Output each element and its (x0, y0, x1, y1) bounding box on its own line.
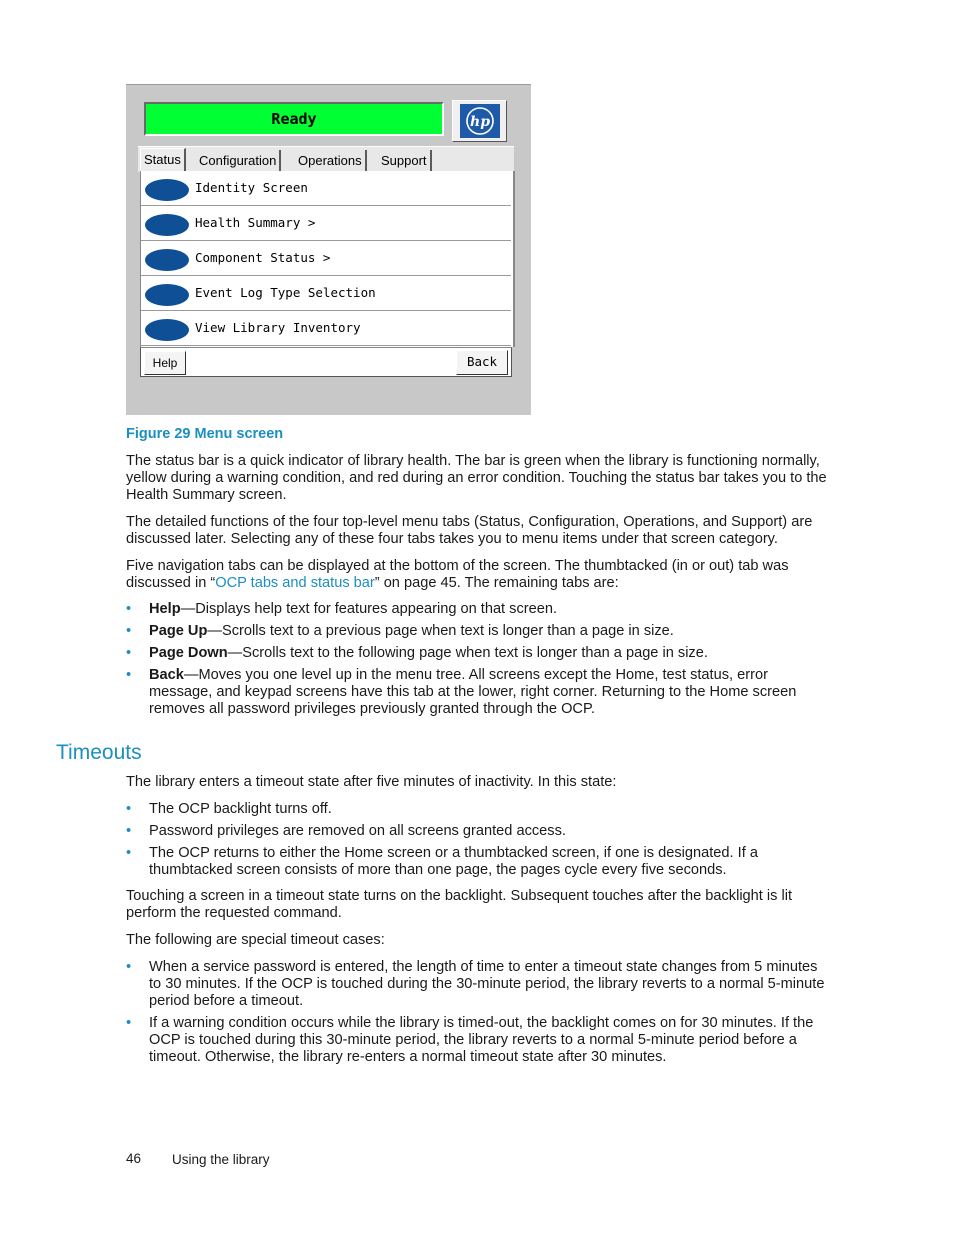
menu-screen-figure (126, 84, 531, 415)
special-timeout-list (126, 959, 831, 1071)
status-text: Ready (271, 110, 317, 128)
menu-item-identity-screen[interactable]: Identity Screen (141, 171, 511, 206)
hp-logo (452, 100, 507, 142)
paragraph-special-cases: The following are special timeout cases: (126, 932, 385, 948)
menu-item-event-log[interactable]: Event Log Type Selection (141, 276, 511, 311)
list-item: • Help—Displays help text for features appearing on that screen. (126, 601, 558, 617)
footer-section-title: Using the library (172, 1152, 270, 1167)
bullet-icon: • (126, 801, 132, 817)
back-button[interactable]: Back (456, 350, 508, 375)
paragraph-backlight: Touching a screen in a timeout state turns on the backlight. Subsequent touches after the backlight is lit perform the requested command. (126, 888, 793, 921)
bullet-icon: • (126, 823, 132, 839)
bullet-icon: • (126, 667, 132, 683)
list-item: • The OCP backlight turns off. (126, 801, 332, 817)
list-item: • Page Up—Scrolls text to a previous page when text is longer than a page in size. (126, 623, 674, 639)
list-item: • If a warning condition occurs while the library is timed-out, the backlight comes on for 30 minutes. If the OCP is touched during this 30-minute period, the library reverts to a normal 5-minute period before a timeout. Otherwise, the library re-enters a normal timeout state after 30 minutes. (126, 1015, 814, 1065)
list-item: • When a service password is entered, the length of time to enter a timeout state changes from 5 minutes to 30 minutes. If the OCP is touched during the 30-minute period, the library reverts to a normal 5-minute period before a timeout. (126, 959, 825, 1009)
ocp-tabs-link[interactable]: OCP tabs and status bar (215, 575, 375, 591)
tab-status[interactable]: Status (140, 148, 186, 172)
tab-operations[interactable]: Operations (295, 150, 367, 171)
bullet-icon: • (126, 623, 132, 639)
paragraph-menu-tabs: The detailed functions of the four top-level menu tabs (Status, Configuration, Operations, and Support) are discussed later. Selecting any of these four tabs takes you to menu items under that screen category. (126, 514, 813, 547)
paragraph-navigation-tabs: Five navigation tabs can be displayed at the bottom of the screen. The thumbtacked (in or out) tab was discussed in “OCP tabs and status bar” on page 45. The remaining tabs are: (126, 558, 789, 591)
bottom-nav-bar (140, 347, 512, 377)
hp-logo-icon (460, 104, 500, 138)
bullet-icon: • (126, 845, 132, 861)
menu-oval-icon (145, 249, 189, 271)
menu-item-library-inventory[interactable]: View Library Inventory (141, 311, 511, 346)
bullet-icon: • (126, 1015, 132, 1031)
menu-oval-icon (145, 214, 189, 236)
menu-list (140, 171, 515, 347)
nav-tabs-list (126, 601, 831, 723)
paragraph-timeout-intro: The library enters a timeout state after five minutes of inactivity. In this state: (126, 774, 617, 790)
menu-oval-icon (145, 179, 189, 201)
list-item: • Back—Moves you one level up in the menu tree. All screens except the Home, test status, error message, and keypad screens have this tab at the lower, right corner. Returning to the Home screen removes all password privileges previously granted through the OCP. (126, 667, 797, 717)
list-item: • Password privileges are removed on all screens granted access. (126, 823, 566, 839)
list-item: • The OCP returns to either the Home screen or a thumbtacked screen, if one is designated. If a thumbtacked screen consists of more than one page, the pages cycle every five seconds. (126, 845, 758, 878)
menu-oval-icon (145, 284, 189, 306)
timeout-list (126, 801, 831, 884)
bullet-icon: • (126, 645, 132, 661)
section-heading-timeouts: Timeouts (56, 741, 142, 764)
list-item: • Page Down—Scrolls text to the following page when text is longer than a page in size. (126, 645, 708, 661)
page-number: 46 (126, 1151, 142, 1166)
help-button[interactable]: Help (144, 351, 186, 375)
menu-item-component-status[interactable]: Component Status > (141, 241, 511, 276)
tab-configuration[interactable]: Configuration (196, 150, 281, 171)
paragraph-status-bar: The status bar is a quick indicator of library health. The bar is green when the library is functioning normally, yellow during a warning condition, and red during an error condition. Touching the status bar takes you to the Health Summary screen. (126, 453, 827, 503)
tab-support[interactable]: Support (378, 150, 432, 171)
status-bar[interactable] (144, 102, 444, 136)
bullet-icon: • (126, 959, 132, 975)
bullet-icon: • (126, 601, 132, 617)
top-tab-bar (138, 146, 514, 172)
svg-text:hp: hp (469, 114, 490, 130)
menu-item-health-summary[interactable]: Health Summary > (141, 206, 511, 241)
figure-caption: Figure 29 Menu screen (126, 426, 284, 442)
menu-oval-icon (145, 319, 189, 341)
